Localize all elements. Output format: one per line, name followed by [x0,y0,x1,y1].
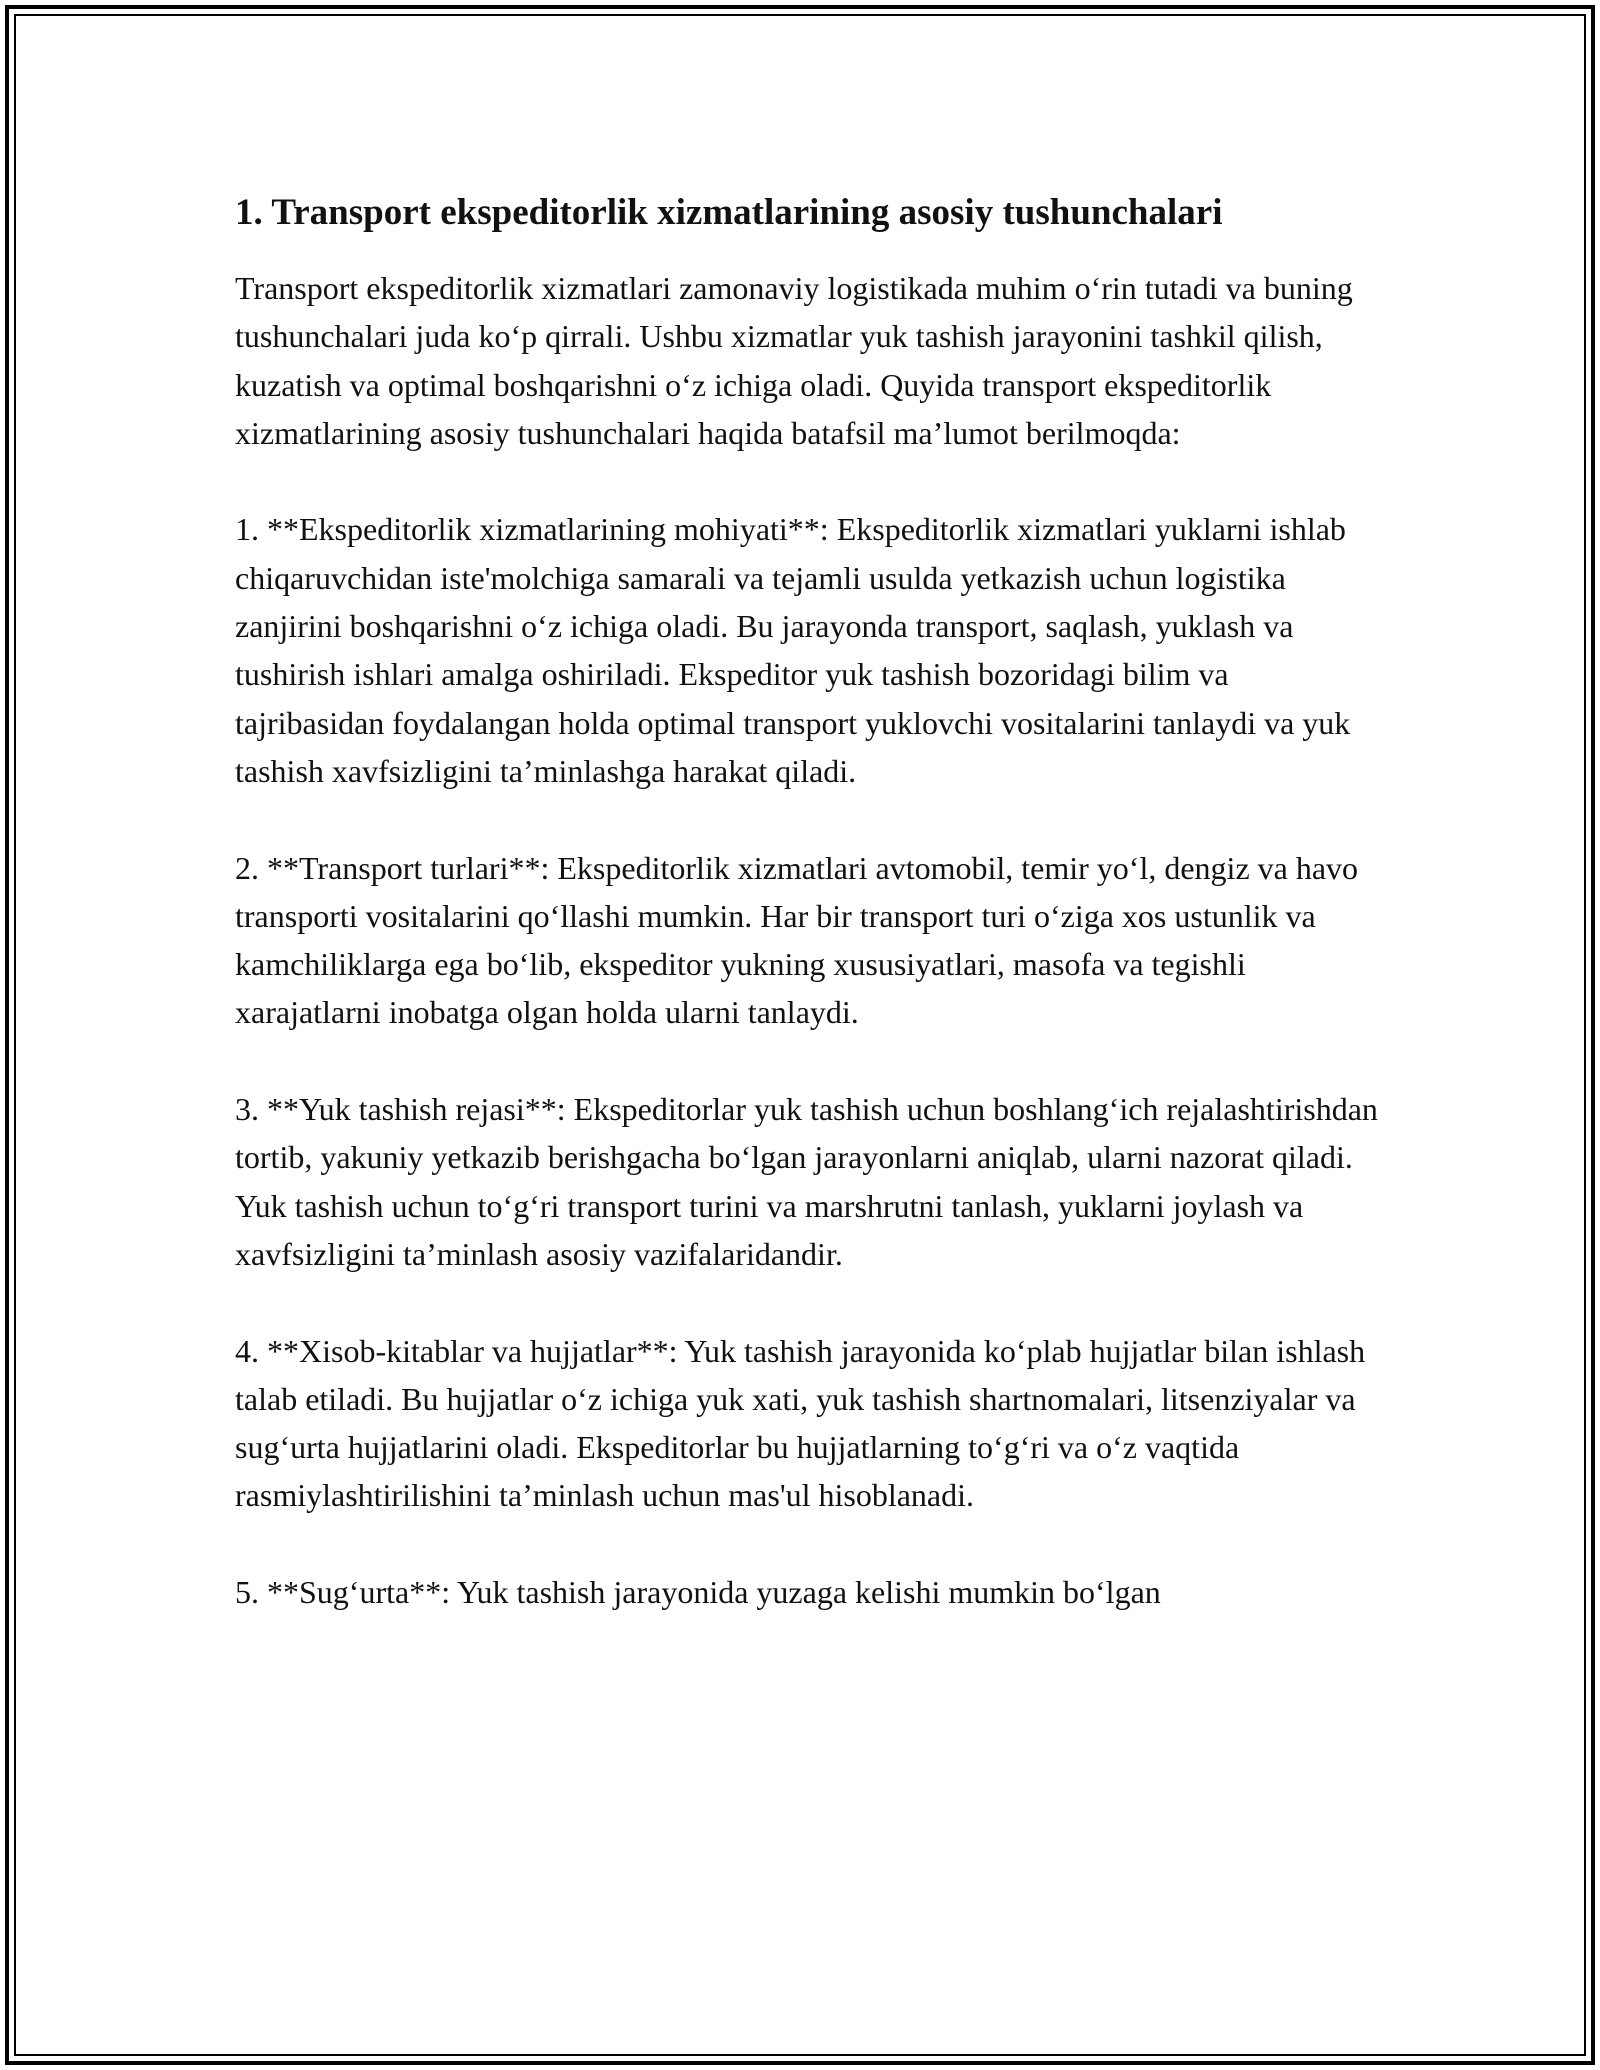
paragraph-transport-types: 2. **Transport turlari**: Ekspeditorlik xizmatlari avtomobil, temir yo‘l, dengiz va havo transporti vositalarini qo‘llashi mumkin. Har bir transport turi o‘ziga xos ustunlik va kamchiliklarga ega bo‘lib, ekspeditor yukning xususiyatlari, masofa va tegishli xarajatlarni inobatga olgan holda ularni tanlaydi. [235,849,1359,1031]
paragraph-shipping-plan: 3. **Yuk tashish rejasi**: Ekspeditorlar yuk tashish uchun boshlang‘ich rejalashtirishdan tortib, yakuniy yetkazib berishgacha bo‘lgan jarayonlarni aniqlab, ularni nazorat qiladi. Yuk tashish uchun to‘g‘ri transport turini va marshrutni tanlash, yuklarni joylash va xavfsizligini ta’minlash asosiy vazifalaridandir. [235,1091,1378,1272]
paragraph-essence: 1. **Ekspeditorlik xizmatlarining mohiyati**: Ekspeditorlik xizmatlari yuklarni ishlab chiqaruvchidan iste'molchiga samarali va tejamli usulda yetkazish uchun logistika zanjirini boshqarishni o‘z ichiga oladi. Bu jarayonda transport, saqlash, yuklash va tushirish ishlari amalga oshiriladi. Ekspeditor yuk tashish bozoridagi bilim va tajribasidan foydalangan holda optimal transport yuklovchi vositalarini tanlaydi va yuk tashish xavfsizligini ta’minlashga harakat qiladi. [235,511,1351,789]
paragraph-documents: 4. **Xisob-kitablar va hujjatlar**: Yuk tashish jarayonida ko‘plab hujjatlar bilan ishlash talab etiladi. Bu hujjatlar o‘z ichiga yuk xati, yuk tashish shartnomalari, litsenziyalar va sug‘urta hujjatlarini oladi. Ekspeditorlar bu hujjatlarning to‘g‘ri va o‘z vaqtida rasmiylashtirilishini ta’minlash uchun mas'ul hisoblanadi. [235,1332,1366,1514]
intro-paragraph: Transport ekspeditorlik xizmatlari zamonaviy logistikada muhim o‘rin tutadi va buning tushunchalari juda ko‘p qirrali. Ushbu xizmatlar yuk tashish jarayonini tashkil qilish, kuzatish va optimal boshqarishni o‘z ichiga oladi. Quyida transport ekspeditorlik xizmatlarining asosiy tushunchalari haqida batafsil ma’lumot berilmoqda: [235,270,1353,451]
document-page [235,190,1380,1665]
paragraph-insurance: 5. **Sug‘urta**: Yuk tashish jarayonida yuzaga kelishi mumkin bo‘lgan [235,1574,1161,1611]
document-title: 1. Transport ekspeditorlik xizmatlarining asosiy tushunchalari [235,192,1223,233]
